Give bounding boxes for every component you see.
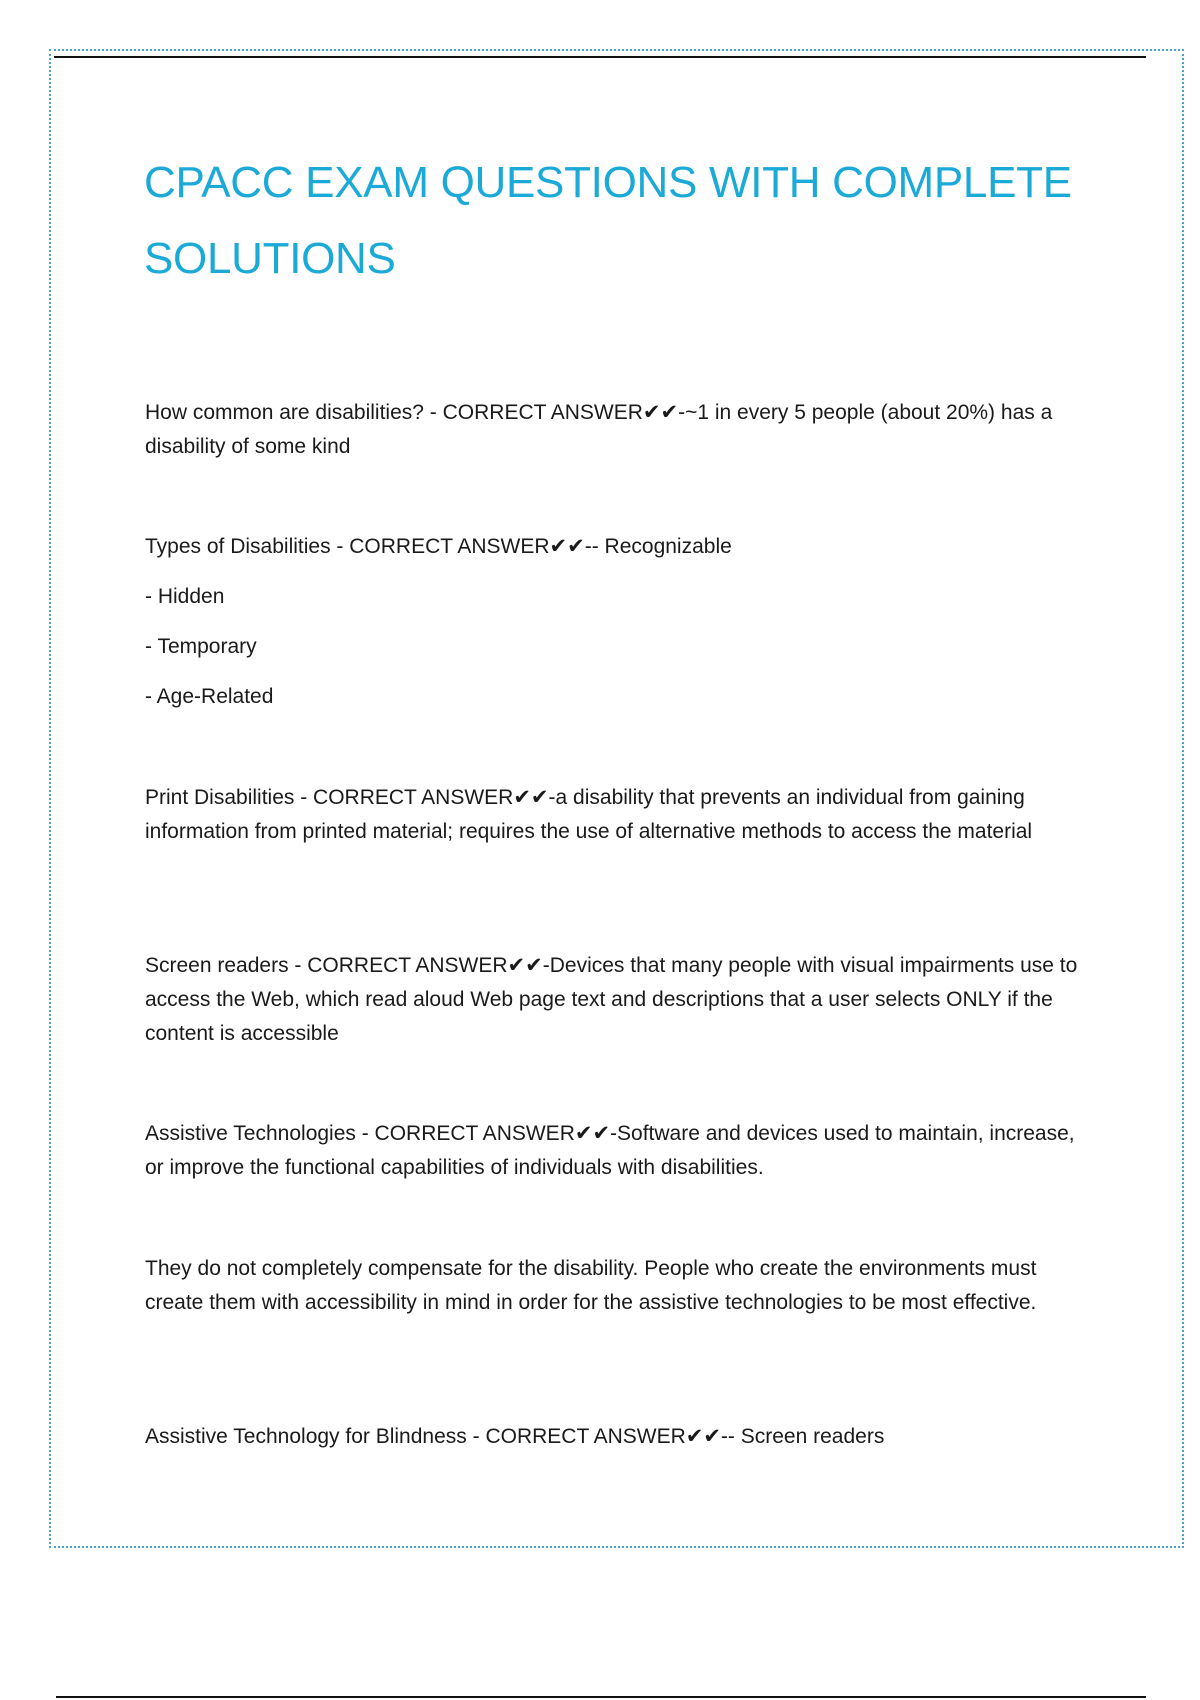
qa-item-disability-prevalence: How common are disabilities? - CORRECT ANSWER✔✔-~1 in every 5 people (about 20%) has a disability of some kind <box>145 401 1053 458</box>
paragraph-assistive-tech-note: They do not completely compensate for the disability. People who create the environments must create them with accessibility in mind in order for the assistive technologies to be most effective. <box>145 1257 1037 1314</box>
footer-rule <box>56 1696 1146 1698</box>
list-item-temporary: - Temporary <box>145 635 257 658</box>
document-title: CPACC EXAM QUESTIONS WITH COMPLETE SOLUTIONS <box>144 158 1072 283</box>
qa-item-assistive-technologies: Assistive Technologies - CORRECT ANSWER✔✔-Software and devices used to maintain, increase, or improve the functional capabilities of individuals with disabilities. <box>145 1122 1075 1179</box>
qa-item-assistive-tech-blindness: Assistive Technology for Blindness - CORRECT ANSWER✔✔-- Screen readers <box>145 1425 885 1448</box>
list-item-age-related: - Age-Related <box>145 685 274 708</box>
qa-item-print-disabilities: Print Disabilities - CORRECT ANSWER✔✔-a disability that prevents an individual from gaining information from printed material; requires the use of alternative methods to access the material <box>145 786 1033 843</box>
list-item-hidden: - Hidden <box>145 585 225 608</box>
qa-item-screen-readers: Screen readers - CORRECT ANSWER✔✔-Devices that many people with visual impairments use to access the Web, which read aloud Web page text and descriptions that a user selects ONLY if the content is accessible <box>145 954 1078 1045</box>
qa-item-types-of-disabilities: Types of Disabilities - CORRECT ANSWER✔✔-- Recognizable <box>145 535 732 558</box>
